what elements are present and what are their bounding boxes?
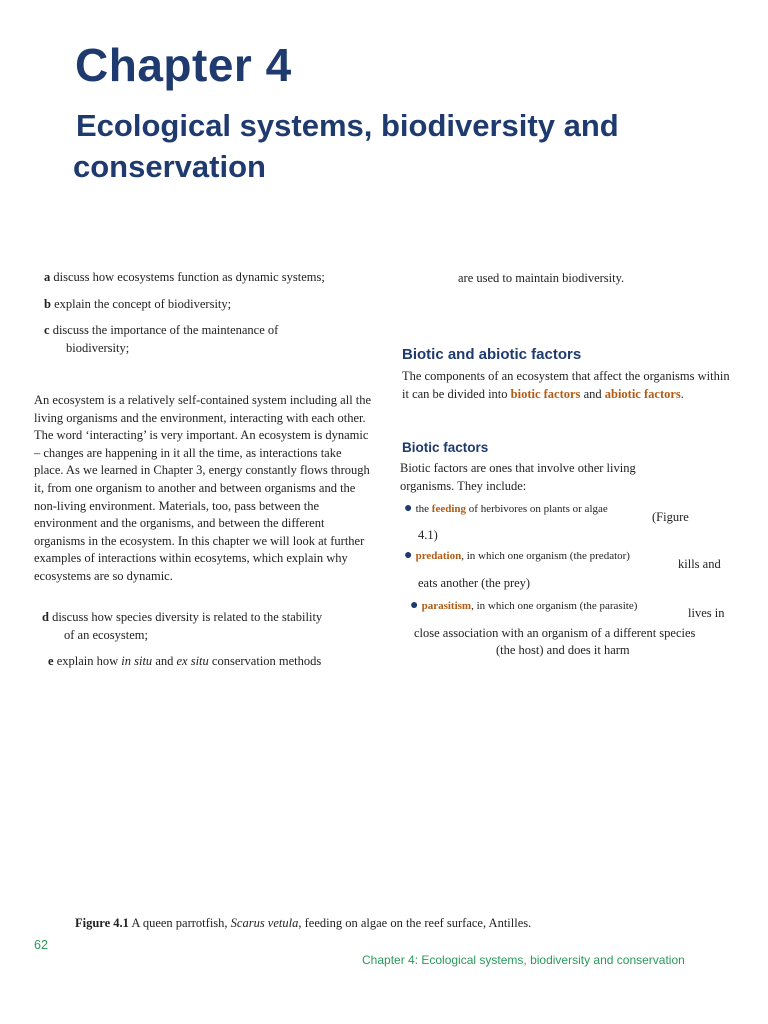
bullet-predation-cont: eats another (the prey) bbox=[418, 576, 531, 590]
section-heading: Biotic and abiotic factors bbox=[402, 346, 582, 363]
page-number: 62 bbox=[34, 938, 48, 952]
objective-text: and bbox=[152, 654, 177, 668]
objective-letter: d bbox=[42, 610, 49, 624]
objective-text-cont: biodiversity; bbox=[66, 341, 130, 355]
section-paragraph bbox=[402, 367, 732, 403]
bullet-predation-tail: kills and bbox=[678, 557, 721, 571]
keyword-parasitism: parasitism bbox=[421, 600, 472, 612]
figure-caption bbox=[75, 916, 531, 931]
chapter-number: Chapter 4 bbox=[75, 39, 292, 91]
objective-text: discuss how ecosystems function as dynamic systems; bbox=[53, 270, 325, 284]
objective-a bbox=[44, 268, 325, 286]
bullet-predation bbox=[404, 546, 630, 565]
bullet-feeding-tail: (Figure bbox=[652, 510, 689, 524]
bullet-feeding-cont: 4.1) bbox=[418, 528, 438, 542]
chapter-title bbox=[73, 105, 713, 187]
intro-paragraph: An ecosystem is a relatively self-contained system including all the living organisms and the environment, interacting with each other. The word ‘interacting’ is very important. An ecosystem is dynamic – changes are happening in it all the time, as interactions take place. As we learned in Chapter 3, energy constantly flows through it, from one organism to another and between organisms and the non-living environment. Materials, too, pass between the environment and the organisms, and between the different organisms in the ecosystem. In this chapter we will look at further examples of interactions within ecosytems, which explain why ecosystems are so dynamic. bbox=[34, 393, 372, 583]
bullet-dot-icon: ● bbox=[404, 501, 413, 516]
keyword-predation: predation bbox=[415, 550, 462, 562]
keyword-biotic-factors: biotic factors bbox=[510, 387, 581, 401]
bullet-dot-icon: ● bbox=[404, 548, 413, 563]
objective-letter: b bbox=[44, 297, 51, 311]
objective-text: discuss how species diversity is related to the stability bbox=[52, 610, 323, 624]
objective-text: explain how bbox=[56, 654, 122, 668]
section-text: . bbox=[680, 387, 684, 401]
objective-e bbox=[48, 652, 321, 670]
bullet-text: , in which one organism (the parasite) bbox=[471, 600, 638, 612]
objective-d bbox=[42, 608, 322, 644]
bullet-dot-icon: ● bbox=[410, 598, 419, 613]
objective-text-cont: of an ecosystem; bbox=[64, 628, 149, 642]
bullet-parasitism-cont2: (the host) and does it harm bbox=[496, 643, 630, 657]
bullet-parasitism-cont: close association with an organism of a different species bbox=[414, 626, 696, 640]
objective-text: conservation methods bbox=[208, 654, 322, 668]
keyword-abiotic-factors: abiotic factors bbox=[604, 387, 681, 401]
section-text: and bbox=[580, 387, 605, 401]
bullet-parasitism-tail: lives in bbox=[688, 606, 725, 620]
bullet-text: , in which one organism (the predator) bbox=[461, 550, 630, 562]
in-situ-term: in situ bbox=[121, 654, 153, 668]
chapter-title-line1: Ecological systems, biodiversity and bbox=[76, 108, 619, 143]
section-text: The components of an ecosystem that affect the organisms within it can be divided into bbox=[402, 369, 730, 401]
ex-situ-term: ex situ bbox=[176, 654, 209, 668]
running-footer: Chapter 4: Ecological systems, biodiversity and conservation bbox=[362, 953, 685, 967]
objective-b bbox=[44, 295, 231, 313]
keyword-feeding: feeding bbox=[431, 503, 467, 515]
objective-letter: a bbox=[44, 270, 51, 284]
objective-letter: e bbox=[48, 654, 54, 668]
bullet-text: of herbivores on plants or algae bbox=[466, 503, 608, 515]
subsection-heading: Biotic factors bbox=[402, 440, 489, 455]
caption-text: A queen parrotfish, bbox=[128, 916, 231, 930]
objective-e-continuation: are used to maintain biodiversity. bbox=[458, 271, 625, 285]
subsection-paragraph: Biotic factors are ones that involve other living organisms. They include: bbox=[400, 461, 636, 493]
caption-text: , feeding on algae on the reef surface, Antilles. bbox=[298, 916, 532, 930]
objective-text: explain the concept of biodiversity; bbox=[54, 297, 232, 311]
bullet-text: the bbox=[415, 503, 432, 515]
species-name: Scarus vetula bbox=[230, 916, 299, 930]
objective-c bbox=[44, 321, 278, 357]
objective-letter: c bbox=[44, 323, 50, 337]
bullet-feeding bbox=[404, 499, 608, 518]
objective-text: discuss the importance of the maintenance of bbox=[52, 323, 279, 337]
chapter-title-line2: conservation bbox=[73, 149, 266, 184]
figure-label: Figure 4.1 bbox=[75, 916, 129, 930]
bullet-parasitism bbox=[410, 596, 637, 615]
